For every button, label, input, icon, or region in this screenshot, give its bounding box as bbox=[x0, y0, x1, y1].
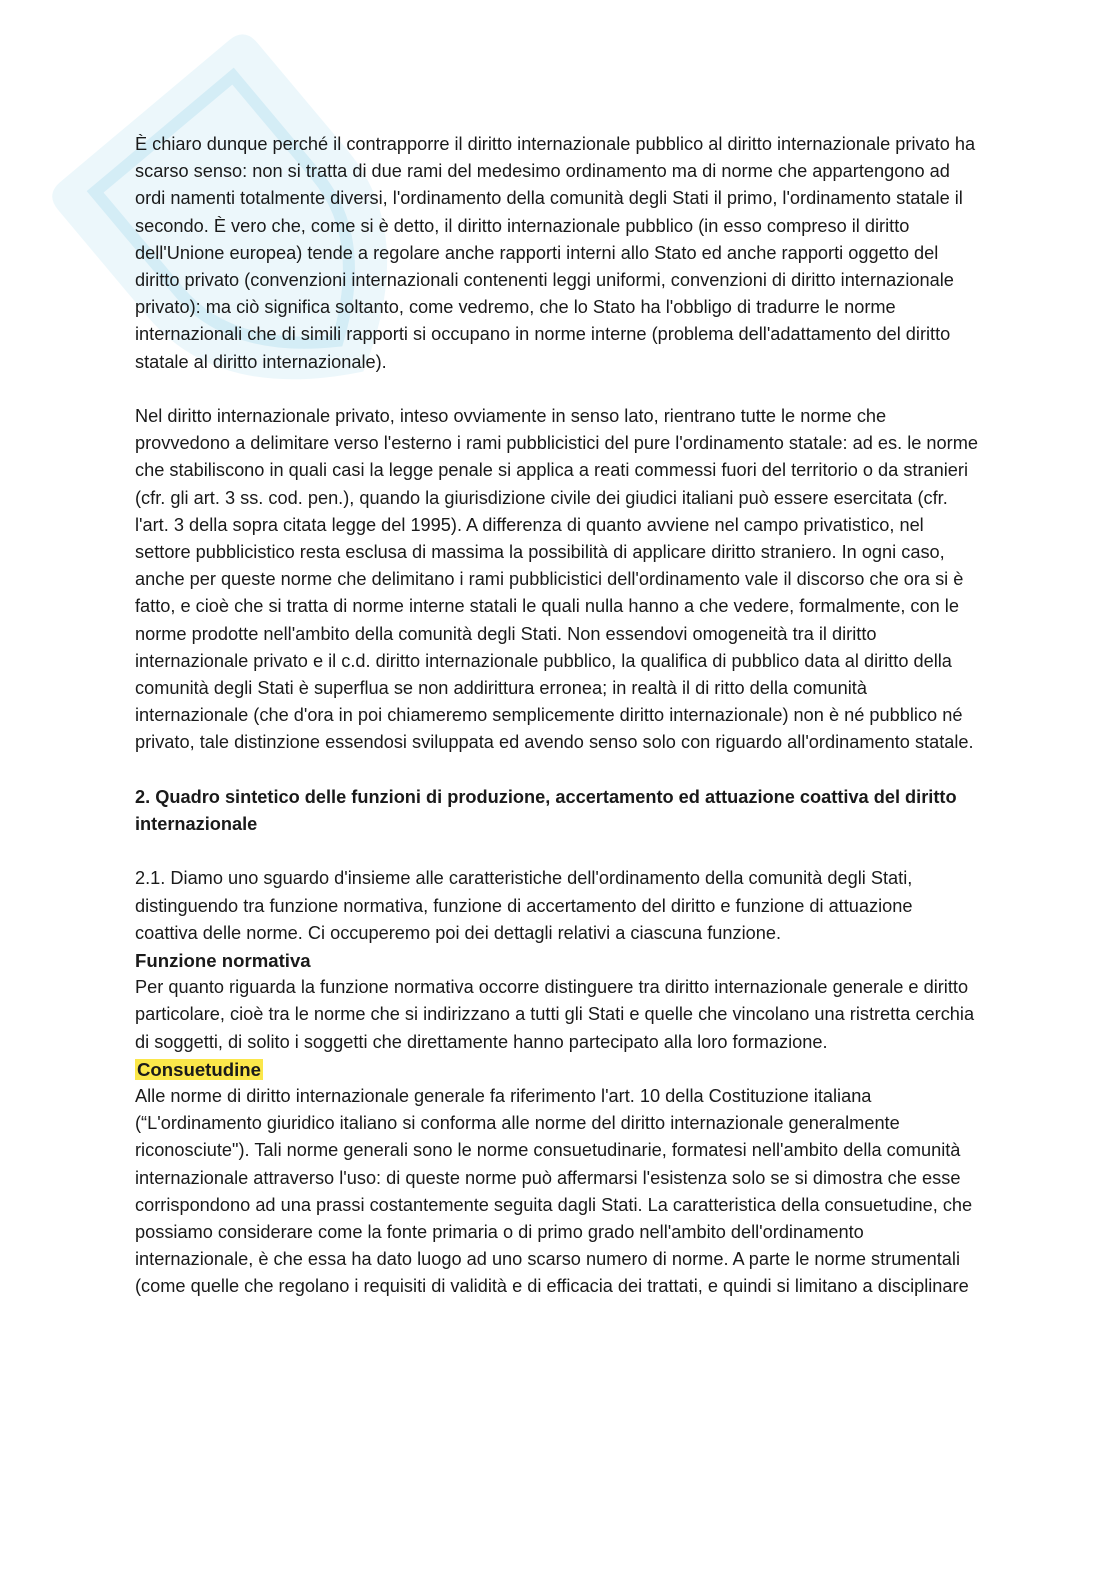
paragraph-gap bbox=[135, 757, 980, 784]
document-body bbox=[135, 131, 980, 1301]
paragraph-3: 2.1. Diamo uno sguardo d'insieme alle caratteristiche dell'ordinamento della comunità degli Stati, distinguendo tra funzione normativa, funzione di accertamento del diritto e funzione di attuazione coattiva delle norme. Ci occuperemo poi dei dettagli relativi a ciascuna funzione. bbox=[135, 868, 913, 943]
subheading-funzione-normativa: Funzione normativa bbox=[135, 950, 311, 972]
paragraph-gap bbox=[135, 838, 980, 865]
paragraph-2: Nel diritto internazionale privato, inteso ovviamente in senso lato, rientrano tutte le norme che provvedono a delimitare verso l'esterno i rami pubblicistici del pure l'ordinamento statale: ad es. le norme che stabiliscono in quali casi la legge penale si applica a reati commessi fuori del territorio o da stranieri (cfr. gli art. 3 ss. cod. pen.), quando la giurisdizione civile dei giudici italiani può essere esercitata (cfr. l'art. 3 della sopra citata legge del 1995). A differenza di quanto avviene nel campo privatistico, nel settore pubblicistico resta esclusa di massima la possibilità di applicare diritto straniero. In ogni caso, anche per queste norme che delimitano i rami pubblicistici dell'ordinamento vale il discorso che ora si è fatto, e cioè che si tratta di norme interne statali le quali nulla hanno a che vedere, formalmente, con le norme prodotte nell'ambito della comunità degli Stati. Non essendovi omogeneità tra il diritto internazionale privato e il c.d. diritto internazionale pubblico, la qualifica di pubblico data al diritto della comunità degli Stati è superflua se non addirittura erronea; in realtà il di ritto della comunità internazionale (che d'ora in poi chiameremo semplicemente diritto internazionale) non è né pubblico né privato, tale distinzione essendosi sviluppata ed avendo senso solo con riguardo all'ordinamento statale. bbox=[135, 406, 978, 753]
paragraph-4: Per quanto riguarda la funzione normativa occorre distinguere tra diritto internazionale generale e diritto particolare, cioè tra le norme che si indirizzano a tutti gli Stati e quelle che vincolano una ristretta cerchia di soggetti, di solito i soggetti che direttamente hanno partecipato alla loro formazione. bbox=[135, 977, 975, 1052]
subheading-consuetudine: Consuetudine bbox=[137, 1058, 261, 1080]
paragraph-5: Alle norme di diritto internazionale generale fa riferimento l'art. 10 della Costituzione italiana (“L'ordinamento giuridico italiano si conforma alle norme del diritto internazionale generalmente riconosciute"). Tali norme generali sono le norme consuetudinarie, formatesi nell'ambito della comunità internazionale attraverso l'uso: di queste norme può affermarsi l'esistenza solo se si dimostra che esse corrispondono ad una prassi costantemente seguita dagli Stati. La caratteristica della consuetudine, che possiamo considerare come la fonte primaria o di primo grado nell'ambito dell'ordinamento internazionale, è che essa ha dato luogo ad uno scarso numero di norme. A parte le norme strumentali (come quelle che regolano i requisiti di validità e di efficacia dei trattati, e quindi si limitano a disciplinare bbox=[135, 1086, 973, 1297]
paragraph-1: È chiaro dunque perché il contrapporre il diritto internazionale pubblico al diritto internazionale privato ha scarso senso: non si tratta di due rami del medesimo ordinamento ma di norme che appartengono ad ordi namenti totalmente diversi, l'ordinamento della comunità degli Stati il primo, l'ordinamento statale il secondo. È vero che, come si è detto, il diritto internazionale pubblico (in esso compreso il diritto dell'Unione europea) tende a regolare anche rapporti interni allo Stato ed anche rapporti oggetto del diritto privato (convenzioni internazionali contenenti leggi uniformi, convenzioni di diritto internazionale privato): ma ciò significa soltanto, come vedremo, che lo Stato ha l'obbligo di tradurre le norme internazionali che di simili rapporti si occupano in norme interne (problema dell'adattamento del diritto statale al diritto internazionale). bbox=[135, 134, 976, 372]
section-title: 2. Quadro sintetico delle funzioni di produzione, accertamento ed attuazione coattiva del diritto internazionale bbox=[135, 786, 957, 835]
paragraph-gap bbox=[135, 376, 980, 403]
